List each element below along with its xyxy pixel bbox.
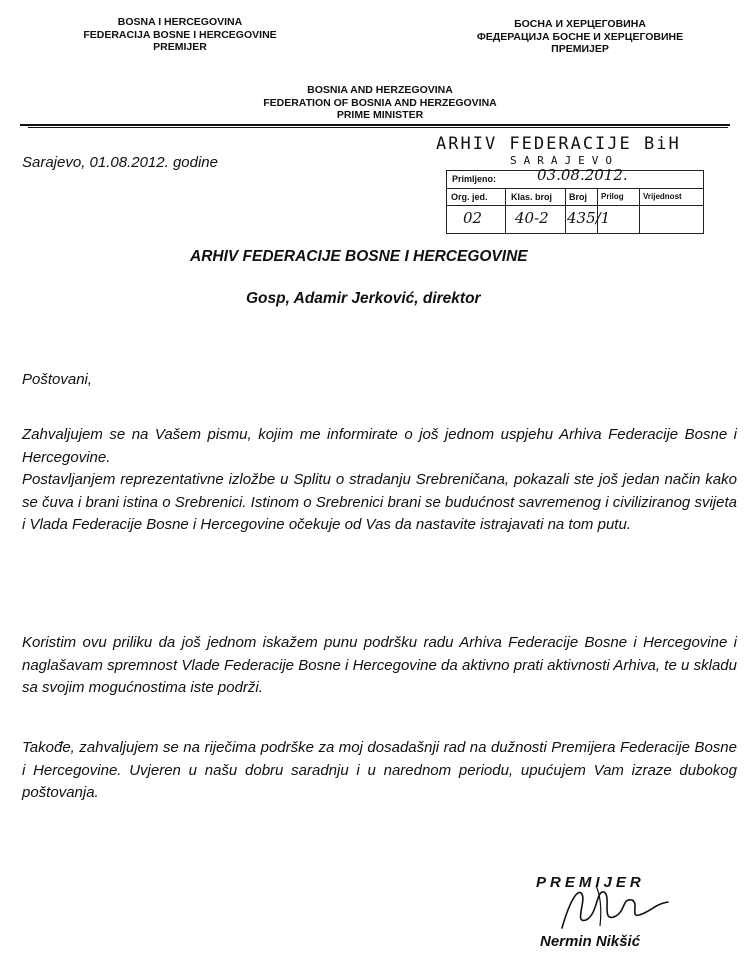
body-paragraph-1 xyxy=(22,424,737,537)
header-left xyxy=(30,16,330,54)
stamp-col-org: Org. jed. xyxy=(451,192,488,202)
stamp-city: SARAJEVO xyxy=(510,154,619,167)
stamp-column-line xyxy=(505,188,506,233)
stamp-received-label: Primljeno: xyxy=(452,174,497,184)
stamp-col-klas: Klas. broj xyxy=(511,192,553,202)
body-paragraph-2: Koristim ovu priliku da još jednom iskažem punu podršku radu Arhiva Federacije Bosne i Hercegovine i naglašavam spremnost Vlade Federacije Bosne i Hercegovine da aktivno prati aktivnosti Arhiva, te u skladu sa svojim mogućnostima iste podrži. xyxy=(22,634,737,696)
body-paragraph-1a: Zahvaljujem se na Vašem pismu, kojim me informirate o još jednom uspjehu Arhiva Federacije Bosne i Hercegovine. xyxy=(22,426,737,466)
stamp-column-line xyxy=(639,188,640,233)
stamp-received-value: 03.08.2012. xyxy=(537,166,628,184)
stamp-column-line xyxy=(565,188,566,233)
body-paragraph-3: Takođe, zahvaljujem se na riječima podrške za moj dosadašnji rad na dužnosti Premijera Federacije Bosne i Hercegovine. Uvjeren u našu dobru saradnju i u narednom periodu, upućujem Vam izraze dubokog poštovanja. xyxy=(22,739,737,801)
salutation: Poštovani, xyxy=(22,371,93,388)
letter-date: Sarajevo, 01.08.2012. godine xyxy=(22,154,218,171)
stamp-val-org: 02 xyxy=(463,209,483,227)
signatory-name: Nermin Nikšić xyxy=(540,933,641,950)
header-center xyxy=(130,84,630,122)
header-center-line: FEDERATION OF BOSNIA AND HERZEGOVINA xyxy=(263,96,497,109)
header-left-line: PREMIJER xyxy=(153,41,207,53)
stamp-col-broj: Broj xyxy=(569,192,587,202)
stamp-divider xyxy=(447,205,703,206)
header-center-line: BOSNIA AND HERZEGOVINA xyxy=(307,84,453,96)
stamp-title: ARHIV FEDERACIJE BiH xyxy=(436,134,681,154)
header-right xyxy=(430,18,730,56)
header-right-line: БОСНА И ХЕРЦЕГОВИНА xyxy=(514,18,646,30)
header-center-line: PRIME MINISTER xyxy=(336,109,424,121)
stamp-val-broj: 435/1 xyxy=(567,209,611,227)
header-right-line: ПРЕМИЈЕР xyxy=(551,43,609,55)
body-paragraph-1b: Postavljanjem reprezentativne izložbe u Splitu o stradanju Srebreničana, pokazali ste još jedan način kako se čuva i brani istina o Srebrenici. Istinom o Srebrenici brani se budućnost savremenog i civiliziranog svijeta i Vlada Federacije Bosne i Hercegovine očekuje od Vas da nastavite istrajavati na tom putu. xyxy=(22,471,737,533)
addressee-person: Gosp, Adamir Jerković, direktor xyxy=(246,290,481,307)
stamp-val-klas: 40-2 xyxy=(515,209,549,227)
handwritten-signature xyxy=(556,880,676,940)
stamp-col-vrijednost: Vrijednost xyxy=(643,192,682,201)
stamp-col-prilog: Prilog xyxy=(601,192,624,201)
addressee-institution: ARHIV FEDERACIJE BOSNE I HERCEGOVINE xyxy=(190,248,528,265)
registry-stamp xyxy=(446,166,704,234)
header-left-line: BOSNA I HERCEGOVINA xyxy=(117,16,243,28)
header-rule-thin xyxy=(28,127,728,128)
signature-title: PREMIJER xyxy=(536,874,645,891)
header-left-line: FEDERACIJA BOSNE I HERCEGOVINE xyxy=(83,28,277,41)
header-rule xyxy=(20,124,730,126)
header-right-line: ФЕДЕРАЦИЈА БОСНЕ И ХЕРЦЕГОВИНЕ xyxy=(476,30,684,43)
